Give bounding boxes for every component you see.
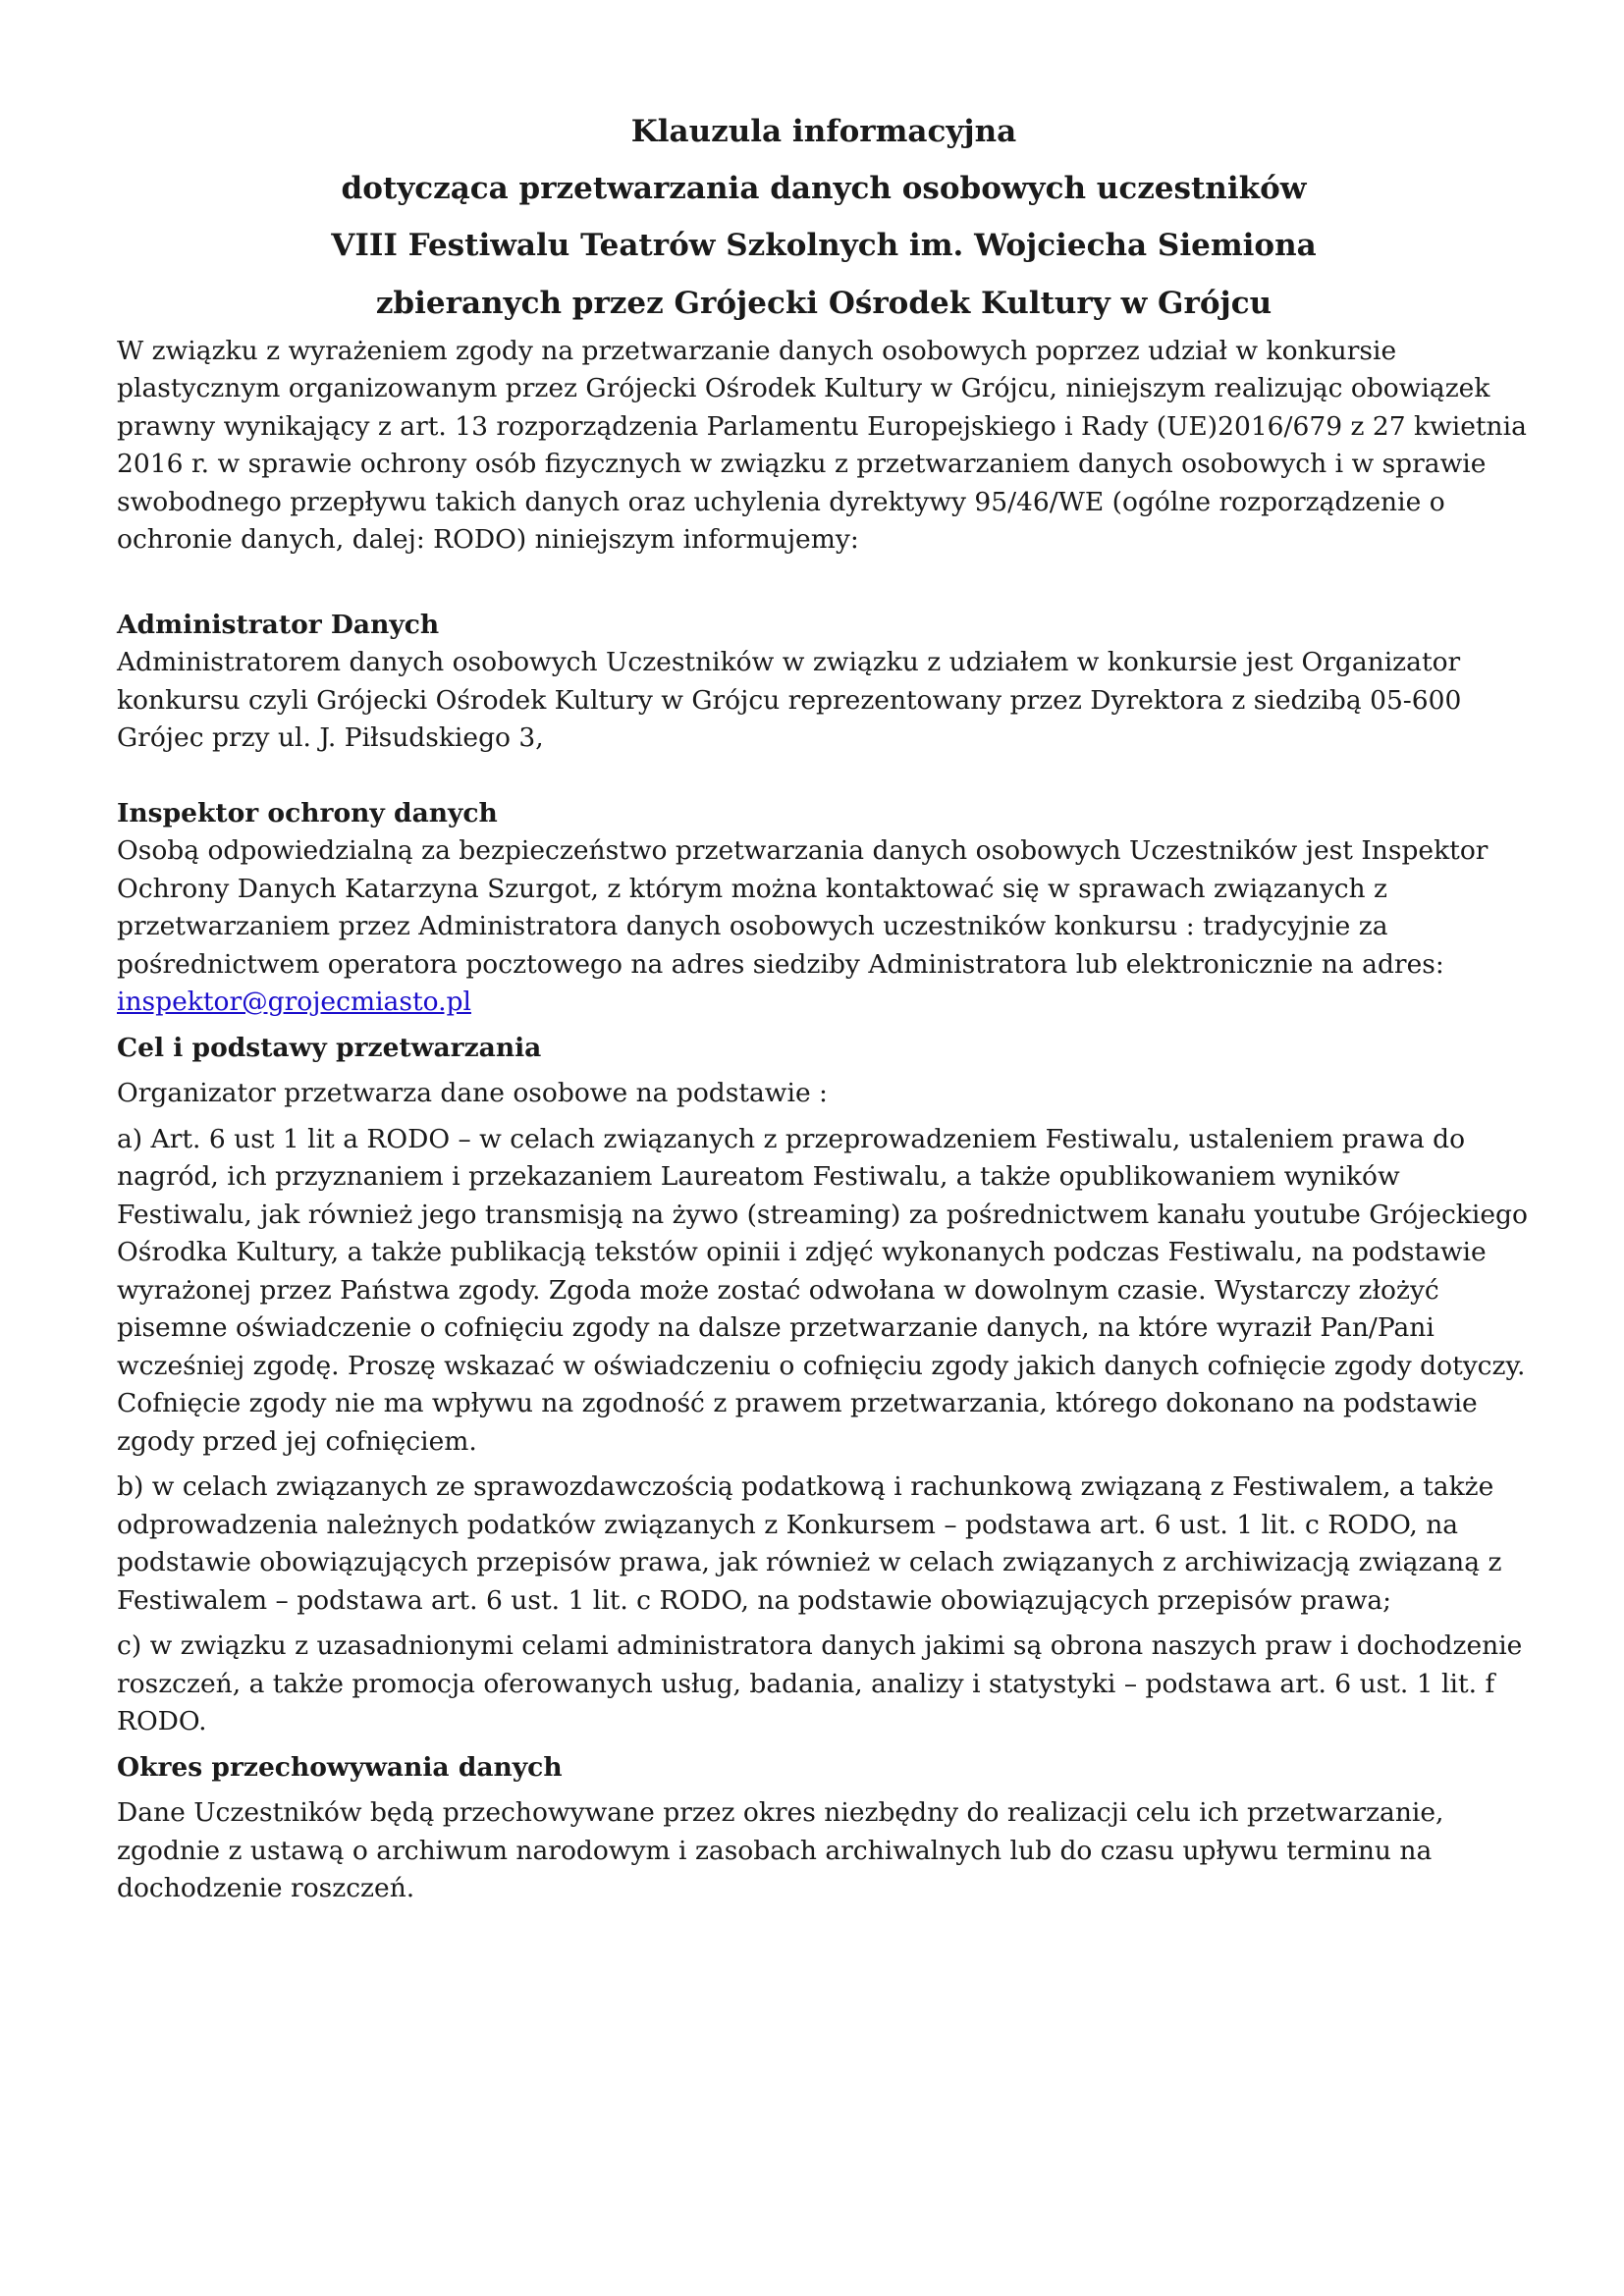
intro-paragraph: W związku z wyrażeniem zgody na przetwarzanie danych osobowych poprzez udział w konkursie plastycznym organizowanym przez Grójecki Ośrodek Kultury w Grójcu, niniejszym realizując obowiązek prawny wynikający z art. 13 rozporządzenia Parlamentu Europejskiego i Rady (UE)2016/679 z 27 kwietnia 2016 r. w sprawie ochrony osób fizycznych w związku z przetwarzaniem danych osobowych i w sprawie swobodnego przepływu takich danych oraz uchylenia dyrektywy 95/46/WE (ogólne rozporządzenie o ochronie danych, dalej: RODO) niniejszym informujemy: (117, 335, 1527, 556)
title-line-3: VIII Festiwalu Teatrów Szkolnych im. Wojciecha Siemiona (331, 228, 1317, 264)
retention-text: Dane Uczestników będą przechowywane przez okres niezbędny do realizacji celu ich przetwarzanie, zgodnie z ustawą o archiwum narodowym i zasobach archiwalnych lub do czasu upływu terminu na dochodzenie roszczeń. (117, 1797, 1444, 1904)
title-line-1: Klauzula informacyjna (630, 114, 1017, 149)
purpose-item-a: a) Art. 6 ust 1 lit a RODO – w celach związanych z przeprowadzeniem Festiwalu, ustaleniem prawa do nagród, ich przyznaniem i przekazaniem Laureatom Festiwalu, a także opublikowaniem wyników Festiwalu, jak również jego transmisją na żywo (streaming) za pośrednictwem kanału youtube Grójeckiego Ośrodka Kultury, a także publikacją tekstów opinii i zdjęć wykonanych podczas Festiwalu, na podstawie wyrażonej przez Państwa zgody. Zgoda może zostać odwołana w dowolnym czasie. Wystarczy złożyć pisemne oświadczenie o cofnięciu zgody na dalsze przetwarzanie danych, na które wyraził Pan/Pani wcześniej zgodę. Proszę wskazać w oświadczeniu o cofnięciu zgody jakich danych cofnięcie zgody dotyczy. Cofnięcie zgody nie ma wpływu na zgodność z prawem przetwarzania, którego dokonano na podstawie zgody przed jej cofnięciem. (117, 1123, 1528, 1457)
document-title (117, 114, 1531, 322)
document-page (117, 114, 1531, 1908)
title-line-2: dotycząca przetwarzania danych osobowych uczestników (341, 171, 1307, 207)
title-line-4: zbieranych przez Grójecki Ośrodek Kultury w Grójcu (375, 285, 1272, 321)
retention-section (117, 1749, 1531, 1908)
inspector-section (117, 795, 1531, 1022)
administrator-text: Administratorem danych osobowych Uczestników w związku z udziałem w konkursie jest Organizator konkursu czyli Grójecki Ośrodek Kultury w Grójcu reprezentowany przez Dyrektora z siedzibą 05-600 Grójec przy ul. J. Piłsudskiego 3, (117, 647, 1462, 754)
inspector-heading: Inspektor ochrony danych (117, 797, 498, 828)
purpose-lead: Organizator przetwarza dane osobowe na podstawie : (117, 1078, 828, 1109)
inspector-description: Osobą odpowiedzialną za bezpieczeństwo przetwarzania danych osobowych Uczestników jest Inspektor Ochrony Danych Katarzyna Szurgot, z którym można kontaktować się w sprawach związanych z przetwarzaniem przez Administratora danych osobowych uczestników konkursu : tradycyjnie za pośrednictwem operatora pocztowego na adres siedziby Administratora lub elektronicznie na adres: (117, 835, 1489, 980)
purpose-item-b: b) w celach związanych ze sprawozdawczością podatkową i rachunkową związaną z Festiwalem, a także odprowadzenia należnych podatków związanych z Konkursem – podstawa art. 6 ust. 1 lit. c RODO, na podstawie obowiązujących przepisów prawa, jak również w celach związanych z archiwizacją związaną z Festiwalem – podstawa art. 6 ust. 1 lit. c RODO, na podstawie obowiązujących przepisów prawa; (117, 1471, 1502, 1616)
purpose-item-c: c) w związku z uzasadnionymi celami administratora danych jakimi są obrona naszych praw i dochodzenie roszczeń, a także promocja oferowanych usług, badania, analizy i statystyki – podstawa art. 6 ust. 1 lit. f RODO. (117, 1630, 1523, 1737)
administrator-heading: Administrator Danych (117, 609, 440, 640)
retention-heading: Okres przechowywania danych (117, 1751, 563, 1783)
purpose-heading: Cel i podstawy przetwarzania (117, 1032, 542, 1063)
purpose-section (117, 1030, 1531, 1741)
administrator-section (117, 607, 1531, 758)
inspector-email-link[interactable]: inspektor@grojecmiasto.pl (117, 987, 471, 1018)
inspector-text (117, 832, 1531, 1022)
